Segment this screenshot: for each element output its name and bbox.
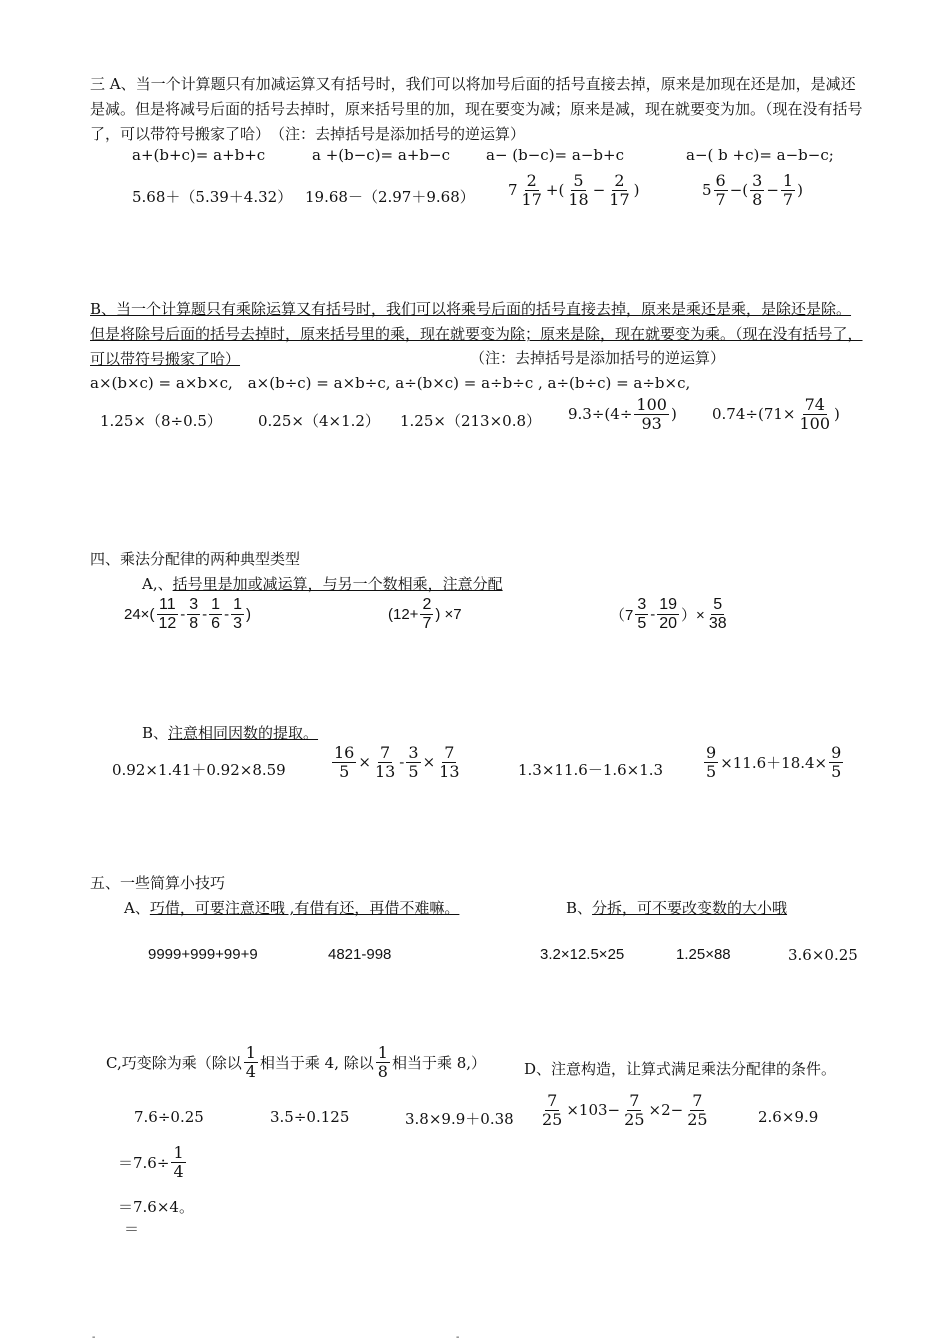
exercise-5a2: 4821-998 — [328, 946, 392, 963]
section5-c-heading: C,巧变除为乘（除以 $\frac{1}{4}$ 相当于乘 4, 除以 $\frac{1}{8}$ 相当于乘 8,） — [106, 1043, 487, 1081]
exercise-4b4: $\frac{9}{5}$ ×11.6＋18.4× $\frac{9}{5}$ — [706, 743, 842, 781]
rule-4: a−( b +c)= a−b−c; — [686, 146, 834, 164]
section3-a-text: 三 A、当一个计算题只有加减运算又有括号时，我们可以将加号后面的括号直接去掉，原来是加现在还是加，是减还是减。但是将减号后面的括号去掉时，原来括号里的加，现在要变为减；原来是减，现在就要变为加。（现在没有括号了，可以带符号搬家了哈） （注：去掉括号是添加括号的逆运算） — [90, 75, 863, 143]
exercise-b1: 1.25×（8÷0.5） — [100, 412, 222, 430]
section4-b-heading: B、注意相同因数的提取。 — [142, 724, 319, 742]
section3-a-note: （注：去掉括号是添加括号的逆运算） — [277, 125, 526, 143]
exercise-4b3: 1.3×11.6－1.6×1.3 — [518, 761, 664, 779]
worked-line-1: ＝7.6÷ $\frac{1}{4}$ — [118, 1143, 184, 1181]
section3-b-note: （注：去掉括号是添加括号的逆运算） — [470, 349, 726, 367]
exercise-5a1: 9999+999+99+9 — [148, 946, 258, 963]
exercise-5d2: 2.6×9.9 — [758, 1108, 819, 1126]
exercise-5c3: 3.8×9.9＋0.38 — [405, 1110, 514, 1128]
section5-b-heading: B、分拆，可不要改变数的大小哦 — [566, 899, 788, 917]
section5-title: 五、一些简算小技巧 — [90, 874, 226, 892]
exercise-a2: 19.68－（2.97＋9.68） — [305, 188, 475, 206]
exercise-5b3: 3.6×0.25 — [788, 946, 858, 964]
footer-mark-left: - — [92, 1332, 96, 1343]
rule-3: a− (b−c)= a−b+c — [486, 146, 624, 164]
section5-a-heading: A、巧借，可要注意还哦 ,有借有还，再借不难嘛。 — [124, 899, 460, 917]
exercise-b3: 1.25×（213×0.8） — [400, 412, 542, 430]
rule-1: a+(b+c)= a+b+c — [132, 146, 266, 164]
exercise-4b1: 0.92×1.41＋0.92×8.59 — [112, 761, 286, 779]
rule-2: a +(b−c)= a+b−c — [312, 146, 450, 164]
exercise-a1: 5.68＋（5.39＋4.32） — [132, 188, 293, 206]
exercise-5b2: 1.25×88 — [676, 946, 731, 963]
exercise-4a1: 24×( $\frac{11}{12}$ - $\frac{3}{8}$ - $\frac{1}{6}$ - $\frac{1}{3}$ ) — [124, 596, 251, 632]
exercise-b4: 9.3÷(4÷ $\frac{100}{93}$ ) — [568, 395, 677, 433]
footer-mark-center: - — [456, 1332, 460, 1343]
exercise-5b1: 3.2×12.5×25 — [540, 946, 625, 963]
exercise-4b2: $\frac{16}{5}$ × $\frac{7}{13}$ - $\frac{3}{5}$ × $\frac{7}{13}$ — [334, 743, 460, 781]
exercise-5c1: 7.6÷0.25 — [134, 1108, 204, 1126]
exercise-b2: 0.25×（4×1.2） — [258, 412, 380, 430]
exercise-4a2: (12+ $\frac{2}{7}$ ) ×7 — [388, 596, 462, 632]
worked-line-2: ＝7.6×4。 — [118, 1198, 194, 1216]
section3-b-text: B、当一个计算题只有乘除运算又有括号时，我们可以将乘号后面的括号直接去掉，原来是乘还是乘，是除还是除。但是将除号后面的括号去掉时，原来括号里的乘，现在就要变为除；原来是除，现在就要变为乘。（现在没有括号了，可以带符号搬家了哈） — [90, 300, 863, 368]
worked-line-3: ＝ — [124, 1220, 140, 1238]
exercise-5d1: $\frac{7}{25}$ ×103− $\frac{7}{25}$ ×2− $\frac{7}{25}$ — [542, 1091, 708, 1129]
section5-d-heading: D、注意构造，让算式满足乘法分配律的条件。 — [524, 1060, 837, 1078]
section4-a-heading: A,、括号里是加或减运算，与另一个数相乘，注意分配 — [142, 575, 503, 593]
exercise-5c2: 3.5÷0.125 — [270, 1108, 350, 1126]
exercise-4a3: （7 $\frac{3}{5}$ - $\frac{19}{20}$ ）× $\frac{5}{38}$ — [610, 596, 727, 632]
section4-title: 四、乘法分配律的两种典型类型 — [90, 550, 301, 568]
exercise-a3: 7 $\frac{2}{17}$ +( $\frac{5}{18}$ − $\frac{2}{17}$ ) — [508, 171, 640, 209]
exercise-b5: 0.74÷(71× $\frac{74}{100}$ ) — [712, 395, 840, 433]
exercise-a4: 5 $\frac{6}{7}$ −( $\frac{3}{8}$ − $\frac{1}{7}$ ) — [702, 171, 803, 209]
section3-b-rules: a×(b×c) = a×b×c, a×(b÷c) = a×b÷c, a÷(b×c) = a÷b÷c , a÷(b÷c) = a÷b×c, — [90, 374, 691, 392]
